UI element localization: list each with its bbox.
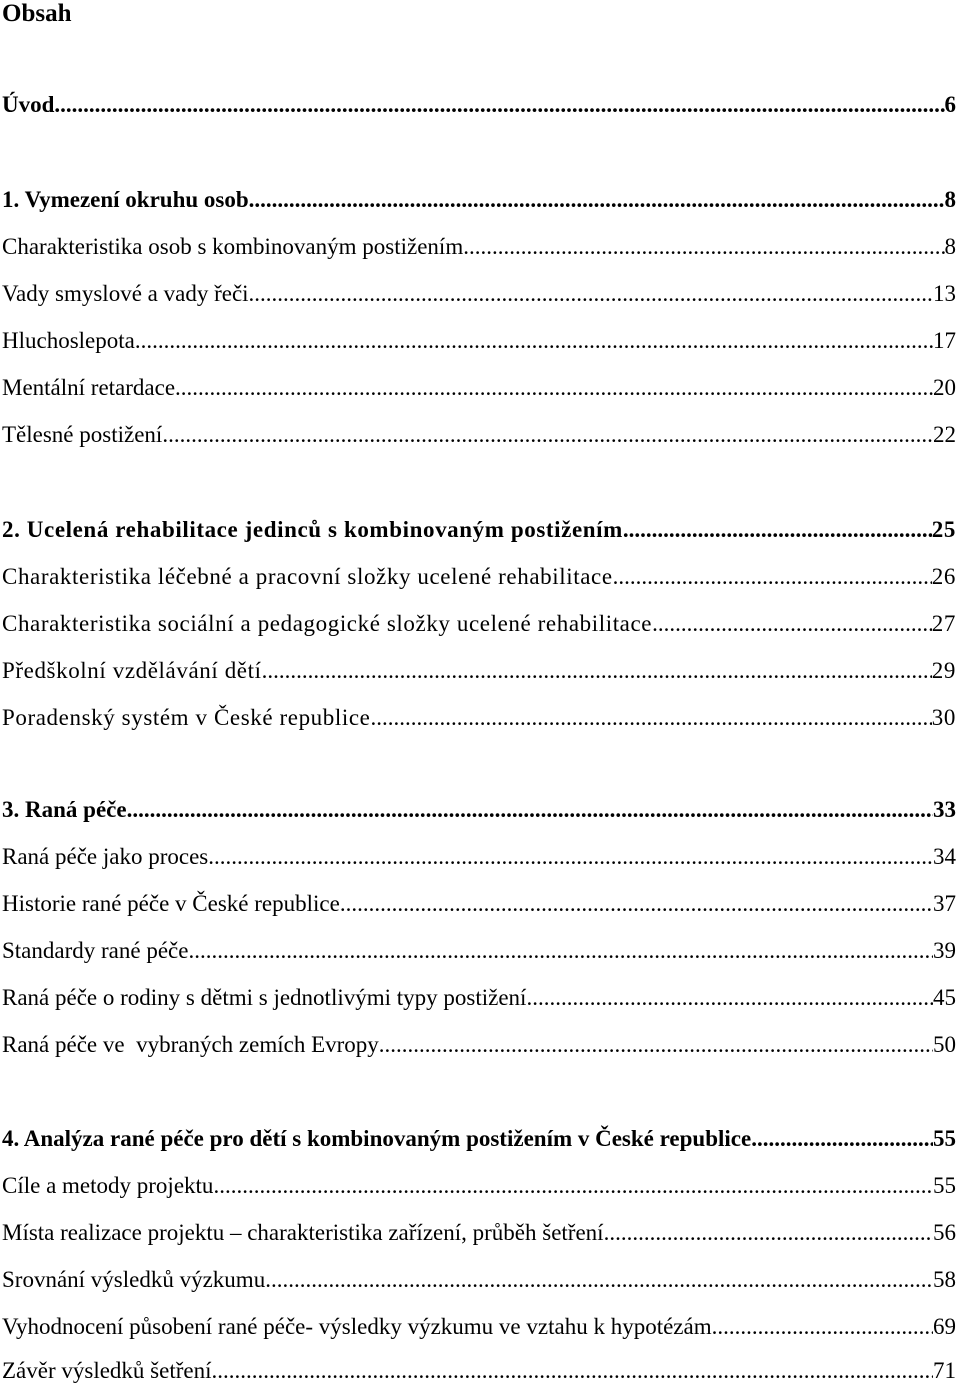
toc-leader: [175, 373, 933, 403]
toc-entry-label: 4. Analýza rané péče pro dětí s kombinovaným postižením v České republice: [2, 1126, 752, 1151]
toc-entry-label: Historie rané péče v České republice: [2, 891, 340, 916]
toc-entry-label: Hluchoslepota: [2, 328, 135, 353]
toc-entry-label: 2. Ucelená rehabilitace jedinců s kombinovaným postižením: [2, 517, 623, 542]
toc-leader: [463, 232, 944, 262]
toc-leader: [613, 562, 932, 592]
toc-entry-page: 56: [933, 1220, 956, 1245]
toc-entry-page: 17: [933, 328, 956, 353]
toc-entry-label: Vady smyslové a vady řeči: [2, 281, 249, 306]
toc-entry[interactable]: [2, 279, 956, 309]
toc-entry-label: Poradenský systém v České republice: [2, 705, 371, 730]
toc-title: Obsah: [2, 0, 72, 27]
toc-entry[interactable]: [2, 1030, 956, 1060]
toc-leader: [127, 795, 933, 825]
toc-entry-page: 55: [933, 1126, 956, 1151]
toc-entry-label: Standardy rané péče: [2, 938, 189, 963]
toc-entry-page: 33: [933, 797, 956, 822]
toc-entry-page: 25: [931, 517, 956, 542]
toc-entry-label: Místa realizace projektu – charakteristika zařízení, průběh šetření: [2, 1220, 604, 1245]
toc-entry[interactable]: [2, 326, 956, 356]
toc-entry-page: 39: [933, 938, 956, 963]
toc-leader: [262, 656, 932, 686]
toc-leader: [526, 983, 933, 1013]
toc-entry[interactable]: [2, 1356, 956, 1386]
toc-entry-page: 27: [931, 611, 956, 636]
toc-entry-label: Raná péče jako proces: [2, 844, 209, 869]
toc-entry-page: 29: [931, 658, 956, 683]
toc-leader: [54, 90, 944, 120]
toc-entry-chapter-1[interactable]: [2, 185, 956, 215]
toc-entry-page: 58: [933, 1267, 956, 1292]
toc-entry-page: 37: [933, 891, 956, 916]
toc-entry[interactable]: [2, 656, 956, 686]
toc-leader: [712, 1312, 933, 1342]
toc-entry[interactable]: [2, 936, 956, 966]
toc-entry-label: Charakteristika sociální a pedagogické složky ucelené rehabilitace: [2, 611, 653, 636]
toc-leader: [604, 1218, 933, 1248]
toc-entry[interactable]: [2, 842, 956, 872]
toc-leader: [265, 1265, 933, 1295]
toc-entry-page: 50: [933, 1032, 956, 1057]
toc-entry[interactable]: [2, 889, 956, 919]
toc-entry-label: Charakteristika léčebné a pracovní složky ucelené rehabilitace: [2, 564, 613, 589]
toc-entry[interactable]: [2, 232, 956, 262]
toc-leader: [623, 515, 932, 545]
toc-entry-page: 26: [931, 564, 956, 589]
toc-entry-page: 71: [933, 1358, 956, 1383]
toc-entry[interactable]: [2, 1265, 956, 1295]
toc-entry[interactable]: [2, 609, 956, 639]
toc-entry-label: Cíle a metody projektu: [2, 1173, 214, 1198]
toc-entry[interactable]: [2, 703, 956, 733]
toc-entry-chapter-3[interactable]: [2, 795, 956, 825]
toc-entry-page: 34: [933, 844, 956, 869]
toc-entry-label: Mentální retardace: [2, 375, 176, 400]
toc-entry-page: 45: [933, 985, 956, 1010]
toc-leader: [751, 1124, 933, 1154]
toc-entry-page: 8: [944, 234, 956, 259]
toc-entry-page: 55: [933, 1173, 956, 1198]
toc-entry-page: 13: [933, 281, 956, 306]
toc-entry[interactable]: [2, 1218, 956, 1248]
toc-entry-label: 1. Vymezení okruhu osob: [2, 187, 249, 212]
toc-entry-page: 30: [931, 705, 956, 730]
toc-entry-page: 69: [933, 1314, 956, 1339]
toc-leader: [379, 1030, 933, 1060]
toc-entry-page: 20: [933, 375, 956, 400]
toc-entry-label: Závěr výsledků šetření: [2, 1358, 212, 1383]
toc-entry-label: Tělesné postižení: [2, 422, 163, 447]
toc-entry-label: 3. Raná péče: [2, 797, 127, 822]
toc-entry-page: 6: [944, 92, 956, 117]
toc-entry-chapter-2[interactable]: [2, 515, 956, 545]
toc-leader: [340, 889, 933, 919]
toc-leader: [249, 185, 945, 215]
toc-entry-uvod[interactable]: [2, 90, 956, 120]
toc-entry-label: Raná péče ve vybraných zemích Evropy: [2, 1032, 379, 1057]
toc-entry-label: Charakteristika osob s kombinovaným postižením: [2, 234, 464, 259]
toc-entry-label: Srovnání výsledků výzkumu: [2, 1267, 266, 1292]
toc-leader: [213, 1171, 933, 1201]
toc-leader: [188, 936, 933, 966]
toc-entry[interactable]: [2, 1171, 956, 1201]
toc-entry-page: 22: [933, 422, 956, 447]
toc-entry-page: 8: [944, 187, 956, 212]
toc-entry-label: Úvod: [2, 92, 55, 117]
toc-entry-label: Předškolní vzdělávání dětí: [2, 658, 262, 683]
toc-entry[interactable]: [2, 420, 956, 450]
toc-entry-label: Raná péče o rodiny s dětmi s jednotlivými typy postižení: [2, 985, 527, 1010]
toc-leader: [135, 326, 933, 356]
toc-leader: [162, 420, 933, 450]
toc-entry-label: Vyhodnocení působení rané péče- výsledky výzkumu ve vztahu k hypotézám: [2, 1314, 712, 1339]
toc-entry-chapter-4[interactable]: [2, 1124, 956, 1154]
toc-leader: [249, 279, 933, 309]
toc-entry[interactable]: [2, 373, 956, 403]
toc-leader: [208, 842, 933, 872]
toc-leader: [211, 1356, 933, 1386]
toc-leader: [652, 609, 932, 639]
toc-leader: [370, 703, 931, 733]
toc-entry[interactable]: [2, 1312, 956, 1342]
toc-entry[interactable]: [2, 983, 956, 1013]
toc-entry[interactable]: [2, 562, 956, 592]
